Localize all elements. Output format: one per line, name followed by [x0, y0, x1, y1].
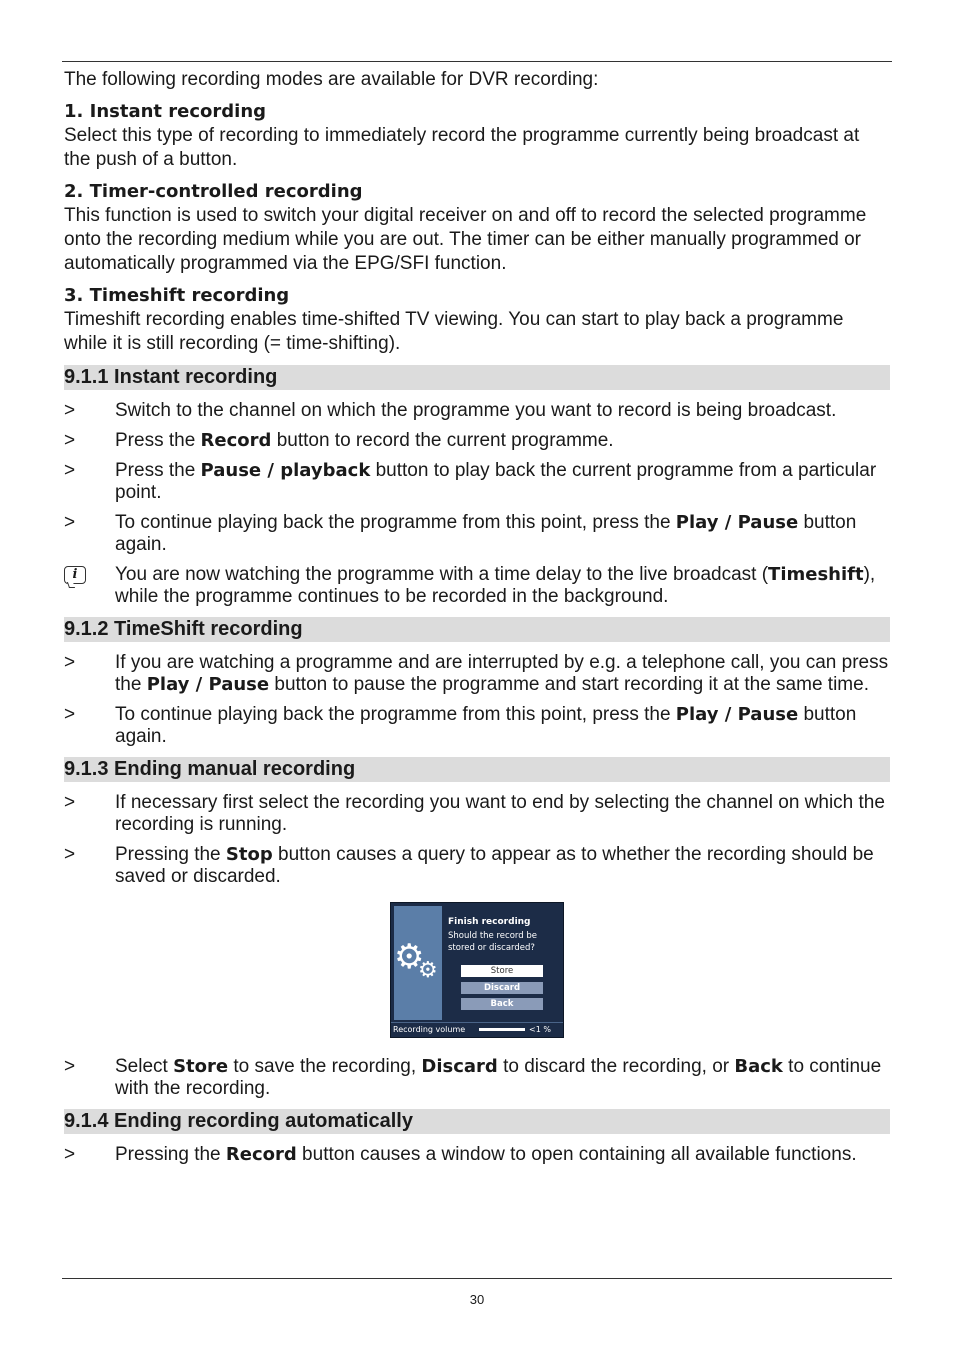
- intro-text: The following recording modes are available for DVR recording:: [64, 69, 599, 90]
- list-item: [64, 460, 890, 504]
- key-name: Stop: [225, 844, 273, 865]
- list-item-text: If necessary first select the recording you want to end by selecting the channel on which the recording is running.: [115, 792, 885, 835]
- bullet-marker: >: [64, 844, 76, 865]
- bullet-marker: >: [64, 512, 76, 533]
- list-item: [64, 512, 890, 556]
- bullet-marker: >: [64, 652, 76, 673]
- bullet-marker: >: [64, 792, 76, 813]
- list-item: [64, 652, 890, 696]
- mode-text: This function is used to switch your digital receiver on and off to record the selected programme onto the recording medium while you are out. The timer can be either manually programmed or automatically programmed via the EPG/SFI function.: [64, 205, 867, 274]
- mode-text: Timeshift recording enables time-shifted TV viewing. You can start to play back a programme while it is still recording (= time-shifting).: [64, 309, 844, 354]
- bullet-marker: >: [64, 460, 76, 481]
- list-item-text: Pressing the Stop button causes a query to appear as to whether the recording should be saved or discarded.: [115, 844, 874, 887]
- bullet-marker: >: [64, 400, 76, 421]
- key-name: Timeshift: [768, 564, 864, 585]
- list-item: [64, 1144, 890, 1166]
- screenshot-figure: [64, 902, 890, 1038]
- list-item-text: Pressing the Record button causes a window to open containing all available functions.: [115, 1144, 857, 1165]
- page-number: 30: [469, 1292, 485, 1307]
- gear-icon: ⚙: [418, 958, 438, 983]
- key-name: Play / Pause: [675, 704, 799, 725]
- list-item: [64, 430, 890, 452]
- mode-2: [64, 180, 890, 276]
- top-rule: [62, 61, 892, 62]
- section-heading-9-1-1: 9.1.1 Instant recording: [64, 365, 890, 390]
- list-item-text: Press the Pause / playback button to play back the current programme from a particular point.: [115, 460, 877, 503]
- bullet-marker: >: [64, 1144, 76, 1165]
- volume-value: <1 %: [529, 1025, 551, 1034]
- note-marker: [64, 564, 115, 608]
- section-heading-9-1-2: 9.1.2 TimeShift recording: [64, 617, 890, 642]
- mode-title: 1. Instant recording: [64, 101, 267, 122]
- gear-icon: ⚙: [394, 937, 425, 977]
- mode-text: Select this type of recording to immediately record the programme currently being broadcast at the push of a button.: [64, 125, 860, 170]
- key-name: Play / Pause: [146, 674, 270, 695]
- key-name: Discard: [421, 1056, 498, 1077]
- section-heading-9-1-4: 9.1.4 Ending recording automatically: [64, 1109, 890, 1134]
- mode-title: 3. Timeshift recording: [64, 285, 290, 306]
- section-heading-9-1-3: 9.1.3 Ending manual recording: [64, 757, 890, 782]
- bullet-marker: >: [64, 704, 76, 725]
- dialog-title: Finish recording: [448, 917, 531, 927]
- key-name: Play / Pause: [675, 512, 799, 533]
- list-item: [64, 400, 890, 422]
- bullet-marker: >: [64, 1056, 76, 1077]
- list-item: [64, 1056, 890, 1100]
- list-item: [64, 844, 890, 888]
- dialog-question: Should the record be stored or discarded?: [448, 931, 537, 953]
- list-item-text: Press the Record button to record the current programme.: [115, 430, 614, 451]
- note-item: [64, 564, 890, 608]
- dialog-side-panel: [394, 906, 442, 1020]
- mode-title: 2. Timer-controlled recording: [64, 181, 363, 202]
- note-text: You are now watching the programme with a time delay to the live broadcast (Timeshift), while the programme continues to be recorded in the background.: [115, 564, 876, 607]
- key-name: Record: [225, 1144, 297, 1165]
- volume-label: Recording volume: [393, 1025, 466, 1034]
- store-button[interactable]: Store: [461, 965, 543, 977]
- mode-1: [64, 100, 890, 172]
- mode-3: [64, 284, 890, 356]
- list-item-text: To continue playing back the programme from this point, press the Play / Pause button again.: [115, 512, 857, 555]
- key-name: Pause / playback: [200, 460, 371, 481]
- list-item: [64, 792, 890, 836]
- page-content: [64, 68, 890, 1174]
- list-item: [64, 704, 890, 748]
- list-item-text: To continue playing back the programme from this point, press the Play / Pause button again.: [115, 704, 857, 747]
- info-note-icon: i: [64, 566, 86, 584]
- key-name: Record: [200, 430, 272, 451]
- list-item-text: If you are watching a programme and are interrupted by e.g. a telephone call, you can press the Play / Pause button to pause the programme and start recording it at the same time.: [115, 652, 889, 695]
- finish-recording-dialog: [390, 902, 564, 1038]
- list-item-text: Switch to the channel on which the programme you want to record is being broadcast.: [115, 400, 837, 421]
- volume-meter: [479, 1028, 525, 1031]
- bullet-marker: >: [64, 430, 76, 451]
- bottom-rule: [62, 1278, 892, 1279]
- recording-volume-bar: [391, 1022, 563, 1037]
- key-name: Store: [173, 1056, 229, 1077]
- back-button[interactable]: Back: [461, 998, 543, 1010]
- discard-button[interactable]: Discard: [461, 982, 543, 994]
- list-item-text: Select Store to save the recording, Discard to discard the recording, or Back to continue with the recording.: [115, 1056, 882, 1099]
- key-name: Back: [734, 1056, 783, 1077]
